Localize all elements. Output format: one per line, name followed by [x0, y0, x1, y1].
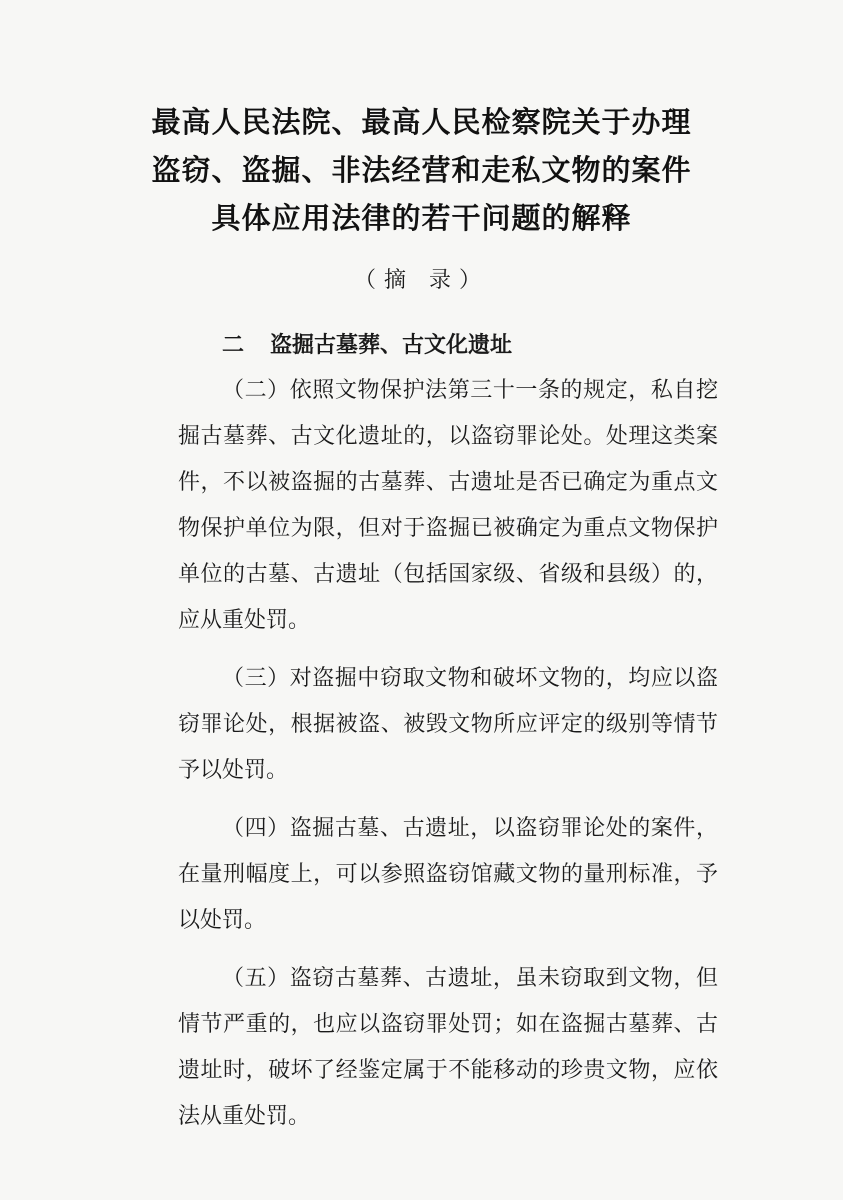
title-line-2: 盗窃、盗掘、非法经营和走私文物的案件: [151, 153, 692, 187]
title-line-3: 具体应用法律的若干问题的解释: [211, 201, 632, 235]
document-body: [178, 368, 718, 1152]
section-heading-text: 盗掘古墓葬、古文化遗址: [270, 333, 513, 358]
section-heading: [222, 328, 512, 359]
section-number: 二: [222, 333, 245, 358]
paragraph-5: （五）盗窃古墓葬、古遗址，虽未窃取到文物，但情节严重的，也应以盗窃罪处罚；如在盗掘古墓葬、古遗址时，破坏了经鉴定属于不能移动的珍贵文物，应依法从重处罚。: [178, 966, 718, 1129]
paragraph-2: （二）依照文物保护法第三十一条的规定，私自挖掘古墓葬、古文化遗址的，以盗窃罪论处。处理这类案件，不以被盗掘的古墓葬、古遗址是否已确定为重点文物保护单位为限，但对于盗掘已被确定为重点文物保护单位的古墓、古遗址（包括国家级、省级和县级）的，应从重处罚。: [178, 378, 718, 633]
document-title: [0, 98, 843, 242]
subtitle: （摘 录）: [354, 268, 489, 293]
paragraph-3: （三）对盗掘中窃取文物和破坏文物的，均应以盗窃罪论处，根据被盗、被毁文物所应评定的级别等情节予以处罚。: [178, 666, 718, 783]
title-line-1: 最高人民法院、最高人民检察院关于办理: [151, 105, 692, 139]
paragraph-4: （四）盗掘古墓、古遗址，以盗窃罪论处的案件，在量刑幅度上，可以参照盗窃馆藏文物的量刑标准，予以处罚。: [178, 816, 718, 933]
